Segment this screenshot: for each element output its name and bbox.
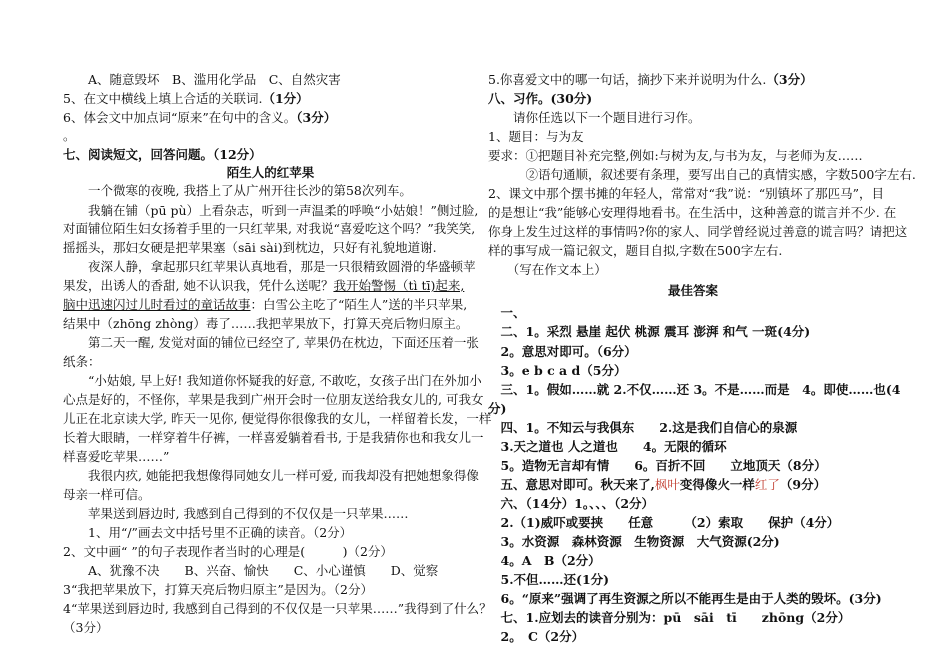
- left-line-21: 我很内疚, 她能把我想像得同她女儿一样可爱, 而我却没有把她想象得像: [63, 468, 479, 483]
- left-line-4: 七、阅读短文，回答问题。（12分）: [63, 147, 262, 162]
- left-line-14: 第二天一醒, 发觉对面的铺位已经空了, 苹果仍在枕边，下面还压着一张: [63, 335, 479, 350]
- left-line-25: 2、文中画“ ”的句子表现作者当时的心理是( )（2分）: [63, 544, 393, 559]
- right-line-5: ②语句通顺，叙述要有条理，要写出自己的真情实感，字数500字左右.: [488, 167, 916, 182]
- left-line-17: 心点是好的，不怪你，苹果是我到广州开会时一位朋友送给我女儿的, 可我女: [63, 392, 484, 407]
- right-line-16: 三、1。假如……就 2.不仅……还 3。不是……而是 4。即使……也(4: [488, 382, 901, 397]
- underlined-sentence: 脑中迅速闪过儿时看过的童话故事: [63, 297, 251, 312]
- right-line-23: 2.（1)威吓或要挟 任意 （2）索取 保护（4分）: [488, 515, 840, 530]
- left-line-8: 对面铺位陌生妇女扬着手里的一只红苹果, 对我说“喜爱吃这个吗？”我笑笑,: [63, 221, 476, 236]
- left-line-15: 纸条：: [63, 354, 101, 369]
- right-line-13: 二、1。采烈 悬崖 起伏 桃源 震耳 澎湃 和气 一斑(4分): [488, 324, 811, 339]
- left-line-5: 陌生人的红苹果: [226, 165, 315, 180]
- right-line-12: 一、: [488, 305, 526, 320]
- left-line-16: “小姑娘, 早上好! 我知道你怀疑我的好意, 不敢吃，女孩子出门在外加小: [63, 373, 482, 388]
- left-line-12: 脑中迅速闪过儿时看过的童话故事：白雪公主吃了“陌生人”送的半只苹果,: [63, 297, 468, 312]
- left-line-20: 样喜爱吃苹果……”: [63, 449, 170, 464]
- right-line-20: 5。造物无言却有情 6。百折不回 立地顶天（8分）: [488, 458, 827, 473]
- left-line-11: 果发，出诱人的香甜, 她不认识我，凭什么送呢？我开始警惕（tì tī)起来,: [63, 278, 465, 293]
- score-tag: （3分）: [296, 110, 337, 125]
- right-line-2: 请你任选以下一个题目进行习作。: [488, 110, 701, 125]
- right-line-14: 2。意思对即可。（6分）: [488, 344, 637, 359]
- score-tag: （1分）: [262, 91, 309, 106]
- right-line-29: 2。 C（2分）: [488, 629, 585, 644]
- right-line-1: 八、习作。(30分): [488, 91, 593, 106]
- right-line-28: 七、1.应划去的读音分别为：pū sāi tī zhōng（2分）: [488, 610, 851, 625]
- right-line-7: 的是想让“我”能够心安理得地看书。在生活中，这种善意的谎言并不少. 在: [488, 205, 897, 220]
- left-line-26: A、犹豫不决 B、兴奋、愉快 C、小心谨慎 D、觉察: [63, 563, 439, 578]
- right-line-21: 五、意思对即可。秋天来了,枫叶变得像火一样红了（9分）: [488, 477, 827, 492]
- left-line-0: A、随意毁坏 B、滥用化学品 C、自然灾害: [63, 72, 341, 87]
- right-line-6: 2、课文中那个摆书摊的年轻人，常常对“我”说：“别镇坏了那匹马”，目: [488, 186, 885, 201]
- right-line-18: 四、1。不知云与我俱东 2.这是我们自信心的泉源: [488, 420, 798, 435]
- right-line-0: 5.你喜爱文中的哪一句话，摘抄下来并说明为什么.（3分）: [488, 72, 813, 87]
- left-line-22: 母亲一样可信。: [63, 487, 151, 502]
- right-line-24: 3。水资源 森林资源 生物资源 大气资源(2分): [488, 534, 780, 549]
- left-line-10: 夜深人静，拿起那只红苹果认真地看，那是一只很精致圆滑的华盛顿苹: [63, 259, 476, 274]
- left-line-1: 5、在文中横线上填上合适的关联词.（1分）: [63, 91, 309, 106]
- right-line-9: 样的事写成一篇记叙文，题目自拟,字数在500字左右.: [488, 243, 783, 258]
- right-line-19: 3.天之道也 人之道也 4。无限的循环: [488, 439, 727, 454]
- left-line-9: 摇摇头，那妇女硬是把苹果塞（sāi sài)到枕边，只好有礼貌地道谢.: [63, 240, 437, 255]
- right-line-22: 六、（14分）1。、、、（2分）: [488, 496, 655, 511]
- right-line-17: 分): [488, 401, 507, 416]
- right-line-26: 5.不但……还(1分): [488, 572, 610, 587]
- right-line-4: 要求：①把题目补充完整,例如:与树为友,与书为友，与老师为友……: [488, 148, 863, 163]
- left-line-23: 苹果送到唇边时, 我感到自己得到的不仅仅是一只苹果……: [63, 506, 409, 521]
- left-line-13: 结果中（zhōng zhòng）毒了……我把苹果放下，打算天亮后物归原主。: [63, 316, 469, 331]
- left-line-29: （3分）: [63, 620, 109, 635]
- left-line-7: 我躺在铺（pū pù）上看杂志，听到一声温柔的呼唤“小姑娘！”侧过脸,: [63, 203, 479, 218]
- left-line-19: 长着大眼睛，一样穿着牛仔裤，一样喜爱躺着看书, 于是我猜你也和我女儿一: [63, 430, 484, 445]
- left-line-27: 3“我把苹果放下，打算天亮后物归原主”是因为。（2分）: [63, 582, 373, 597]
- right-line-10: （写在作文本上）: [488, 262, 607, 277]
- right-line-25: 4。A B（2分）: [488, 553, 601, 568]
- left-line-18: 儿正在北京读大学, 昨天一见你, 便觉得你很像我的女儿，一样留着长发，一样: [63, 411, 492, 426]
- right-line-3: 1、题目：与为友: [488, 129, 584, 144]
- left-line-3: 。: [63, 128, 76, 143]
- left-line-24: 1、用“/”画去文中括号里不正确的读音。（2分）: [63, 525, 353, 540]
- left-line-6: 一个微寒的夜晚, 我搭上了从广州开往长沙的第58次列车。: [63, 183, 412, 198]
- score-tag: （3分）: [766, 72, 813, 87]
- left-line-28: 4“苹果送到唇边时, 我感到自己得到的不仅仅是一只苹果……”我得到了什么？: [63, 601, 492, 616]
- right-line-11: 最佳答案: [667, 283, 718, 298]
- right-line-8: 你身上发生过这样的事情吗?你的家人、同学曾经说过善意的谎言吗？请把这: [488, 224, 908, 239]
- left-line-2: 6、体会文中加点词“原来”在句中的含义。（3分）: [63, 110, 337, 125]
- right-line-15: 3。e b c a d（5分）: [488, 363, 627, 378]
- right-line-27: 6。“原来”强调了再生资源之所以不能再生是由于人类的毁坏。(3分): [488, 591, 882, 606]
- underlined-sentence: 我开始警惕（tì tī)起来,: [333, 278, 465, 293]
